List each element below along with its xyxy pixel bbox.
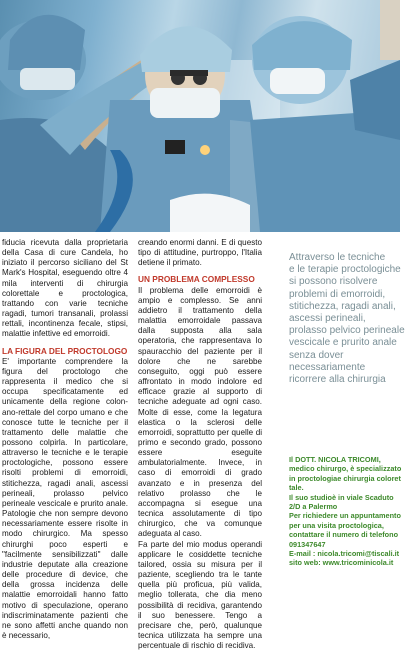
column2-intro: creando enormi danni. E di questo tipo di attitudine, purtroppo, l'Italia detiene il primato.: [138, 238, 262, 268]
pull-quote-line: stitichezza, ragadi anali,: [289, 300, 396, 312]
info-line: Per richiedere un appuntamento: [289, 511, 401, 521]
pull-quote-line: e le terapie proctologiche: [289, 264, 401, 276]
pull-quote-line: ascessi perineali,: [289, 313, 366, 325]
info-line: medico chirurgo, è specializzato: [289, 464, 402, 474]
info-line: contattare il numero di telefono: [289, 530, 399, 540]
pull-quote-line: Attraverso le tecniche: [289, 252, 386, 263]
pull-quote-line: necessariamente: [289, 361, 366, 373]
info-line: per una visita proctologica,: [289, 520, 384, 530]
article-column-1: [2, 238, 128, 641]
info-doctor-name: Il DOTT. NICOLA TRICOMI,: [289, 455, 381, 464]
article-column-2: [138, 238, 262, 651]
pull-quote-line: senza dover: [289, 349, 344, 361]
info-website-link[interactable]: sito web: www.tricominicola.it: [289, 558, 394, 568]
surgeons-illustration: [0, 0, 400, 232]
info-phone: 091347647: [289, 539, 326, 549]
info-line: tale.: [289, 483, 304, 493]
column1-body: E' importante comprendere la figura del proctologo che rappresenta il medico che si occupa specificatamente ed unicamente della regione colon-ano-rettale del corpo umano e che conosce tutte le tecniche per il trattamento delle malattie che possono colpirla. In particolare, attraverso le tecniche e le terapie proctologiche, possono essere risolti problemi di emorroidi, stitichezza, ragadi anali, ascessi perineali, prolasso pelvico perineale vescicale e prurito anale. Patologie che non sempre devono necessariamente essere risolte in modo chirurgico. Ma spesso chirurghi poco esperti e "facilmente sensibilizzati" dalle industrie deputate alla creazione delle procedure di device, che della grossa incidenza delle malattie emorroidali hanno fatto motivo di speculazione, operano indiscriminatamente pazienti che ne sono affetti anche quando non è necessario,: [2, 356, 128, 640]
pull-quote-line: prolasso pelvico perineale: [289, 325, 405, 337]
info-email-link[interactable]: E-mail : nicola.tricomi@tiscali.it: [289, 549, 400, 559]
doctor-contact-info: [289, 455, 400, 568]
info-address: Il suo studioè in viale Scaduto: [289, 492, 394, 502]
column2-body-1: Il problema delle emorroidi è ampio e complesso. Se anni addietro il trattamento della malattia emorroidale passava dalla supposta alla sala operatoria, che rappresentava lo spauracchio del paziente per il dolore che ne sarebbe conseguito, oggi può essere affrontato in modo indolore ed efficace grazie al supporto di tecniche adeguate ad ogni caso. Molte di esse, come la legatura elastica o la sclerosi delle emorroidi, soprattutto per quelle di primo e secondo grado, possono essere eseguite ambulatorialmente. Invece, in caso di emorroidi di grado avanzato e in presenza del relativo prolasso che le accompagna si esegue una tecnica assolutamente di tipo chirurgico, che va comunque adeguata al caso.: [138, 285, 262, 539]
section-title-proctologo: LA FIGURA DEL PROCTOLOGO: [2, 345, 128, 356]
section-title-problema: UN PROBLEMA COMPLESSO: [138, 274, 255, 285]
column2-body-2: Fa parte del mio modus operandi applicare le cosiddette tecniche tailored, ossia su misura per il paziente, scegliendo tra le tante quella più proficua, più valida, meglio tollerata, che dia meno possibilità di recidiva, garantendo il suo benessere. Tengo a precisare che, però, qualunque tecnica utilizzata ha sempre una percentuale di rischio di recidiva.: [138, 539, 262, 651]
pull-quote-line: vescicale e prurito anale: [289, 337, 397, 349]
pull-quote-line: ricorrere alla chirurgia: [289, 374, 386, 386]
surgery-photo: [0, 0, 400, 232]
pull-quote: [289, 252, 405, 386]
info-line: in proctologiae chirurgia coloret: [289, 473, 401, 483]
pull-quote-line: problemi di emorroidi,: [289, 288, 386, 300]
column1-intro: fiducia ricevuta dalla proprietaria della Casa di cure Candela, ho iniziato il percorso siciliano del St Mark's Hospital, eseguendo oltre 4 mila interventi di chirurgia colorettale e proctologica, trattando con varie tecniche ragadi, tumori transanali, prolassi rettali, incontinenza fecale, stipsi, malattie infettive ed emorroidi.: [2, 238, 128, 339]
pull-quote-line: si possono risolvere: [289, 276, 378, 288]
info-address: 2/D a Palermo: [289, 502, 338, 512]
